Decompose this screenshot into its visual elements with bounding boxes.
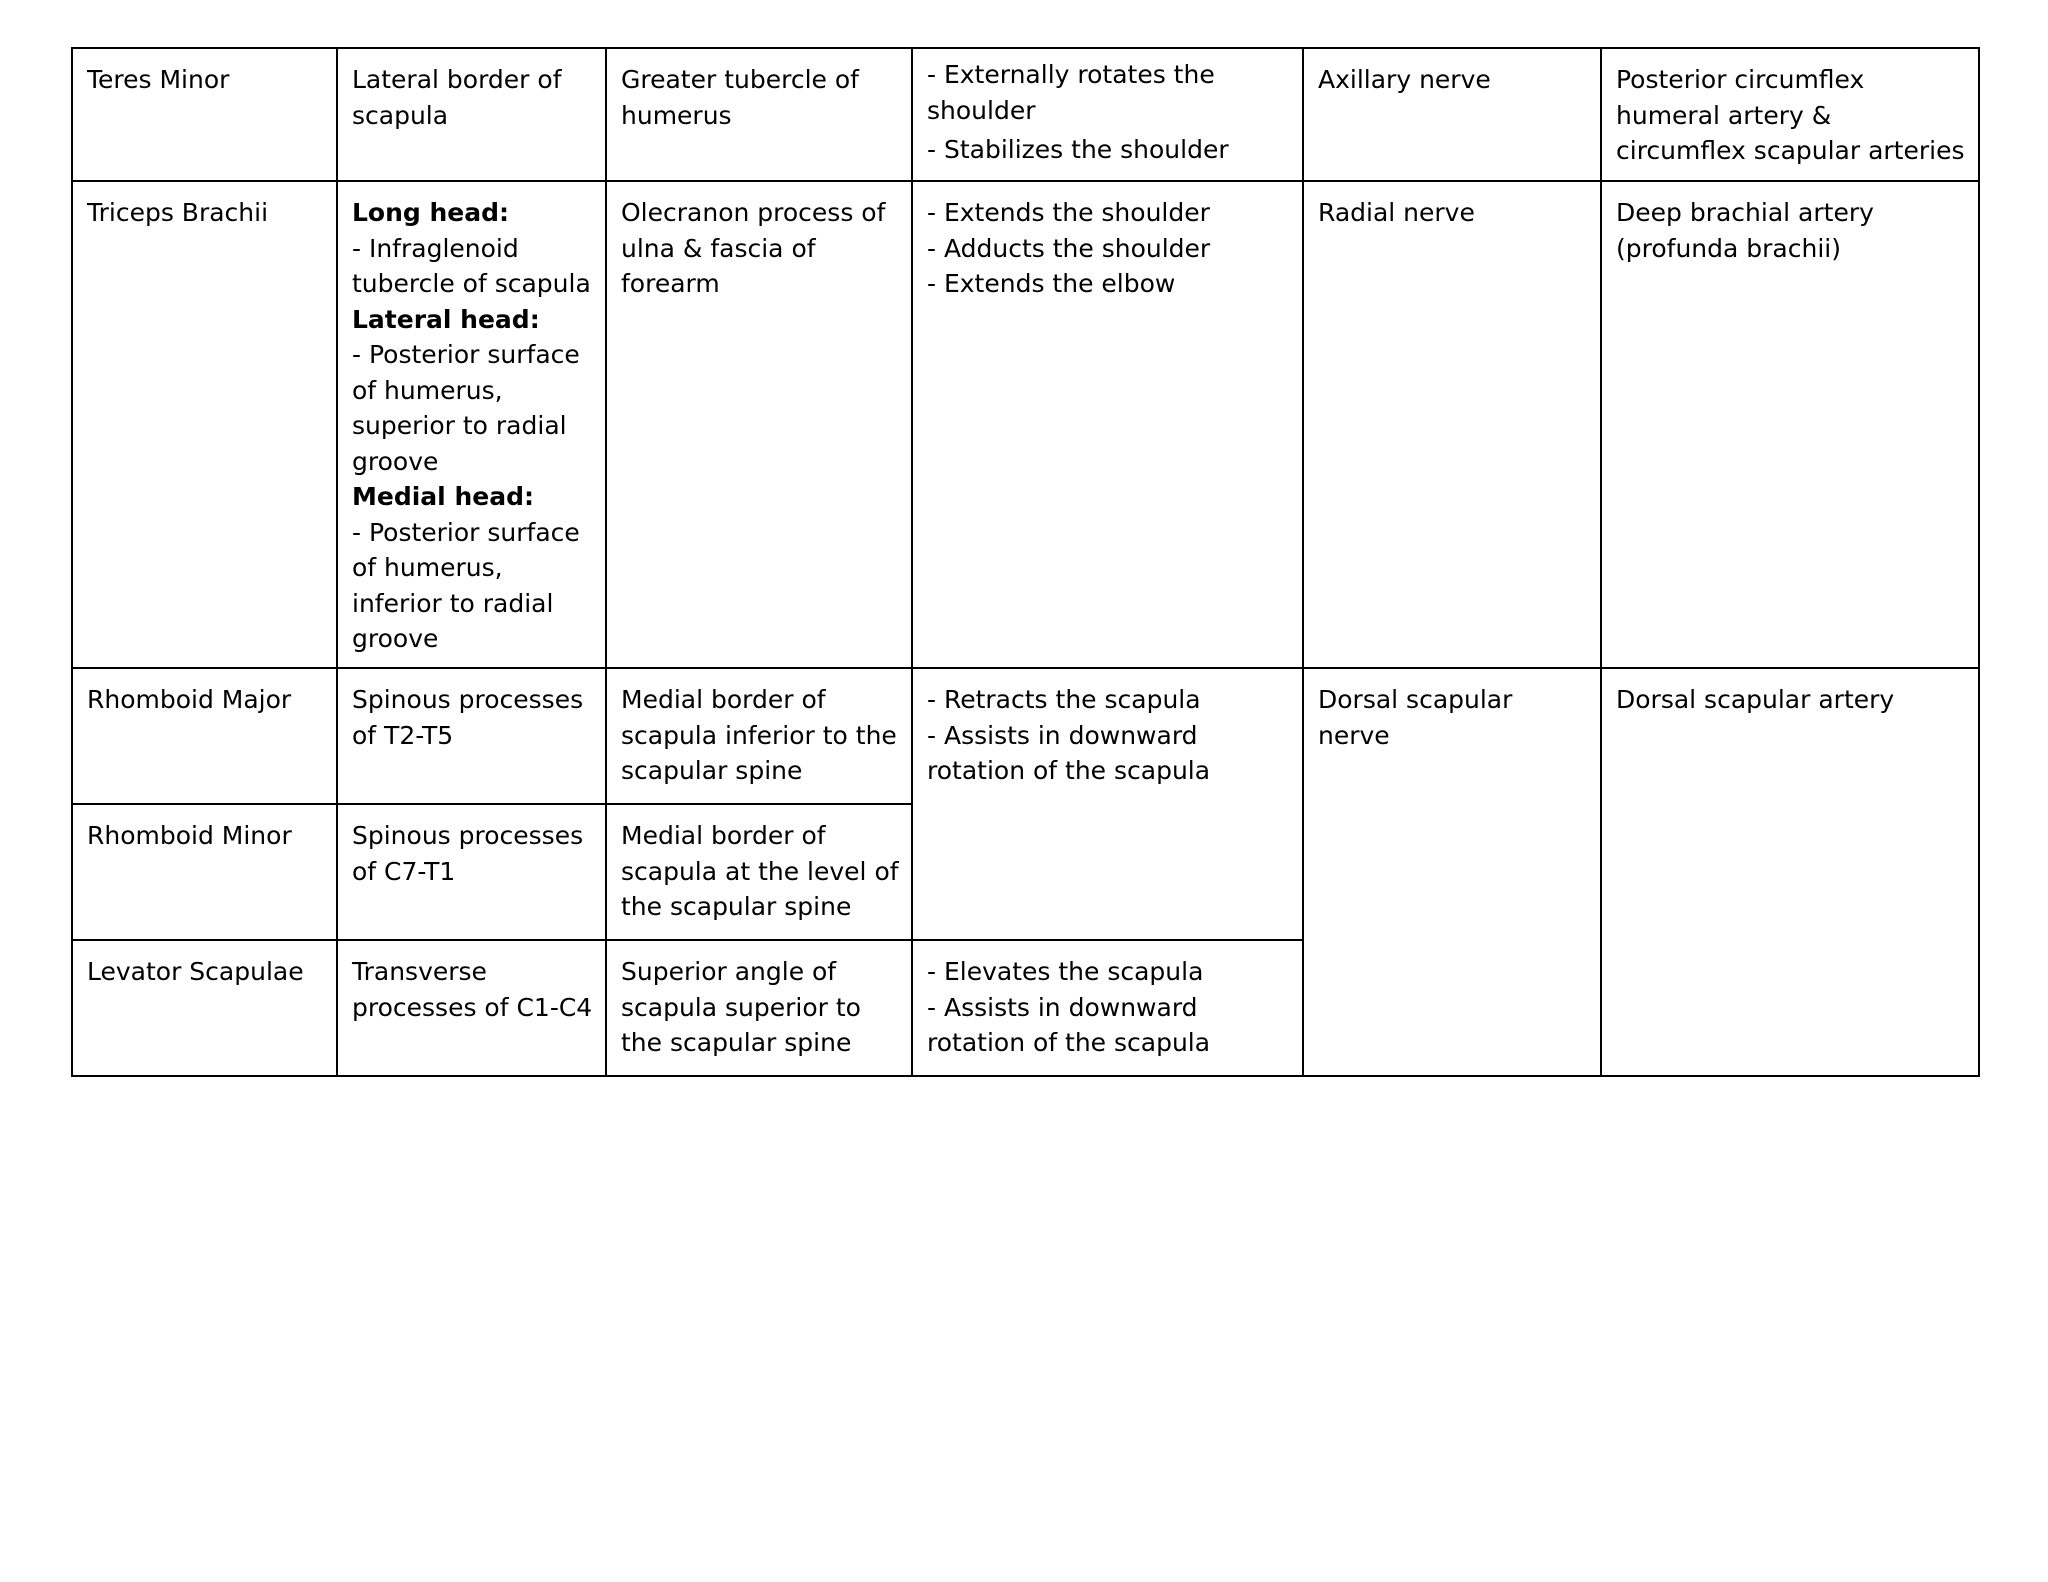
muscle-cell	[72, 940, 337, 1076]
muscle-cell	[72, 181, 337, 668]
blood-supply-text: Deep brachial artery (profunda brachii)	[1616, 198, 1874, 263]
muscle-name: Rhomboid Minor	[87, 821, 292, 850]
origin-cell	[337, 940, 606, 1076]
insertion-cell	[606, 48, 912, 181]
muscle-name: Levator Scapulae	[87, 957, 304, 986]
origin-head-text: - Posterior surface of humerus, superior to radial groove	[352, 340, 580, 476]
origin-head-text: - Posterior surface of humerus, inferior to radial groove	[352, 517, 580, 653]
action-cell	[912, 48, 1303, 181]
action-item: - Extends the elbow	[927, 269, 1176, 298]
innervation-cell	[1303, 181, 1601, 668]
muscle-cell	[72, 668, 337, 804]
origin-text: Lateral border of scapula	[352, 65, 562, 130]
blood-supply-cell	[1601, 48, 1979, 181]
insertion-cell	[606, 940, 912, 1076]
action-item: - Adducts the shoulder	[927, 233, 1211, 263]
origin-cell	[337, 804, 606, 940]
blood-supply-cell	[1601, 181, 1979, 668]
muscle-name: Rhomboid Major	[87, 685, 292, 714]
origin-head-heading: Medial head:	[352, 482, 534, 511]
innervation-text: Radial nerve	[1318, 198, 1475, 227]
origin-text: Transverse processes of C1-C4	[352, 957, 593, 1022]
muscle-table	[71, 47, 1980, 1077]
action-cell	[912, 181, 1303, 668]
origin-cell	[337, 48, 606, 181]
muscle-name: Teres Minor	[87, 65, 230, 94]
action-item: - Assists in downward rotation of the scapula	[927, 992, 1211, 1057]
blood-supply-cell	[1601, 668, 1979, 1076]
action-item: - Extends the shoulder	[927, 198, 1210, 227]
origin-head-heading: Long head:	[352, 198, 510, 227]
muscle-cell	[72, 48, 337, 181]
insertion-text: Olecranon process of ulna & fascia of forearm	[621, 198, 886, 298]
action-cell	[912, 940, 1303, 1076]
origin-text: Spinous processes of T2-T5	[352, 685, 584, 750]
insertion-text: Medial border of scapula inferior to the scapular spine	[621, 685, 897, 785]
innervation-text: Dorsal scapular nerve	[1318, 685, 1513, 750]
insertion-cell	[606, 668, 912, 804]
table-row	[72, 48, 1979, 181]
table-row	[72, 668, 1979, 804]
insertion-text: Medial border of scapula at the level of the scapular spine	[621, 821, 899, 921]
origin-cell	[337, 181, 606, 668]
insertion-text: Greater tubercle of humerus	[621, 65, 859, 130]
origin-text: Spinous processes of C7-T1	[352, 821, 584, 886]
insertion-text: Superior angle of scapula superior to the scapular spine	[621, 957, 861, 1057]
blood-supply-text: Posterior circumflex humeral artery & circumflex scapular arteries	[1616, 65, 1965, 165]
action-item: - Elevates the scapula	[927, 957, 1204, 986]
origin-head-heading: Lateral head:	[352, 304, 540, 334]
insertion-cell	[606, 181, 912, 668]
origin-cell	[337, 668, 606, 804]
action-item: - Stabilizes the shoulder	[927, 135, 1229, 164]
action-item: - Assists in downward rotation of the scapula	[927, 720, 1211, 785]
muscle-name: Triceps Brachii	[87, 198, 269, 227]
insertion-cell	[606, 804, 912, 940]
innervation-cell	[1303, 668, 1601, 1076]
origin-head-text: - Infraglenoid tubercle of scapula	[352, 233, 591, 298]
action-cell	[912, 668, 1303, 940]
innervation-cell	[1303, 48, 1601, 181]
table-row	[72, 181, 1979, 668]
blood-supply-text: Dorsal scapular artery	[1616, 685, 1895, 714]
innervation-text: Axillary nerve	[1318, 65, 1491, 94]
action-item: - Retracts the scapula	[927, 685, 1201, 714]
muscle-cell	[72, 804, 337, 940]
action-item: - Externally rotates the shoulder	[927, 60, 1215, 125]
